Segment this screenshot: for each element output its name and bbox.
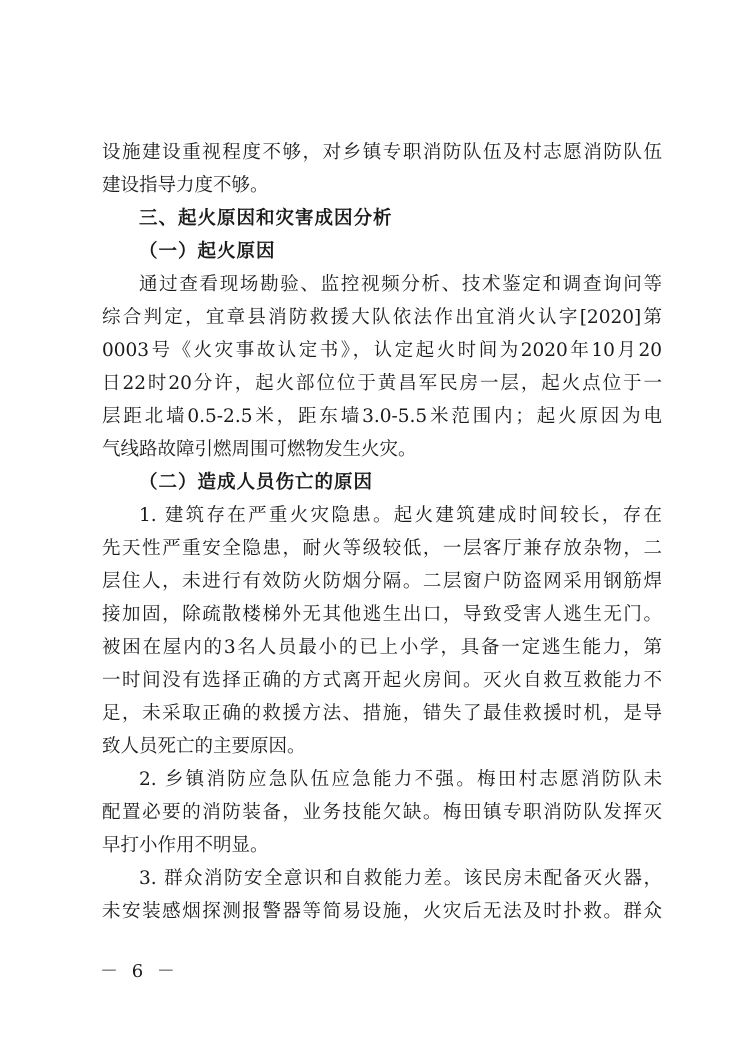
- paragraph-line: 气线路故障引燃周围可燃物发生火灾。: [102, 439, 417, 460]
- paragraph-line: 层距北墙0.5-2.5米，距东墙3.0-5.5米范围内；起火原因为电: [102, 406, 662, 427]
- paragraph-line: 2. 乡镇消防应急队伍应急能力不强。梅田村志愿消防队未: [139, 769, 662, 790]
- paragraph-line: 层住人，未进行有效防火防烟分隔。二层窗户防盗网采用钢筋焊: [102, 571, 662, 592]
- paragraph-line: 配置必要的消防装备，业务技能欠缺。梅田镇专职消防队发挥灭: [102, 802, 662, 823]
- paragraph-line: 通过查看现场勘验、监控视频分析、技术鉴定和调查询问等: [139, 274, 662, 295]
- page-number: － 6 －: [100, 961, 179, 982]
- subsection-heading: （一）起火原因: [139, 241, 276, 262]
- paragraph-line: 1. 建筑存在严重火灾隐患。起火建筑建成时间较长，存在: [139, 505, 662, 526]
- paragraph-line: 3. 群众消防安全意识和自救能力差。该民房未配备灭火器，: [139, 868, 662, 889]
- paragraph-line: 致人员死亡的主要原因。: [102, 736, 306, 757]
- paragraph-line: 0003号《火灾事故认定书》，认定起火时间为2020年10月20: [102, 340, 662, 361]
- paragraph-line: 设施建设重视程度不够，对乡镇专职消防队伍及村志愿消防队伍: [102, 142, 662, 163]
- paragraph-line: 建设指导力度不够。: [102, 175, 269, 196]
- paragraph-line: 综合判定，宜章县消防救援大队依法作出宜消火认字[2020]第: [102, 307, 662, 328]
- paragraph-line: 日22时20分许，起火部位位于黄昌军民房一层，起火点位于一: [102, 373, 662, 394]
- paragraph-line: 早打小作用不明显。: [102, 835, 269, 856]
- paragraph-line: 接加固，除疏散楼梯外无其他逃生出口，导致受害人逃生无门。: [102, 604, 662, 625]
- section-heading: 三、起火原因和灾害成因分析: [139, 208, 393, 229]
- paragraph-line: 一时间没有选择正确的方式离开起火房间。灭火自救互救能力不: [102, 670, 662, 691]
- paragraph-line: 被困在屋内的3名人员最小的已上小学，具备一定逃生能力，第: [102, 637, 662, 658]
- subsection-heading: （二）造成人员伤亡的原因: [139, 472, 374, 493]
- paragraph-line: 未安装感烟探测报警器等简易设施，火灾后无法及时扑救。群众: [102, 901, 662, 922]
- paragraph-line: 先天性严重安全隐患，耐火等级较低，一层客厅兼存放杂物，二: [102, 538, 662, 559]
- paragraph-line: 足，未采取正确的救援方法、措施，错失了最佳救援时机，是导: [102, 703, 662, 724]
